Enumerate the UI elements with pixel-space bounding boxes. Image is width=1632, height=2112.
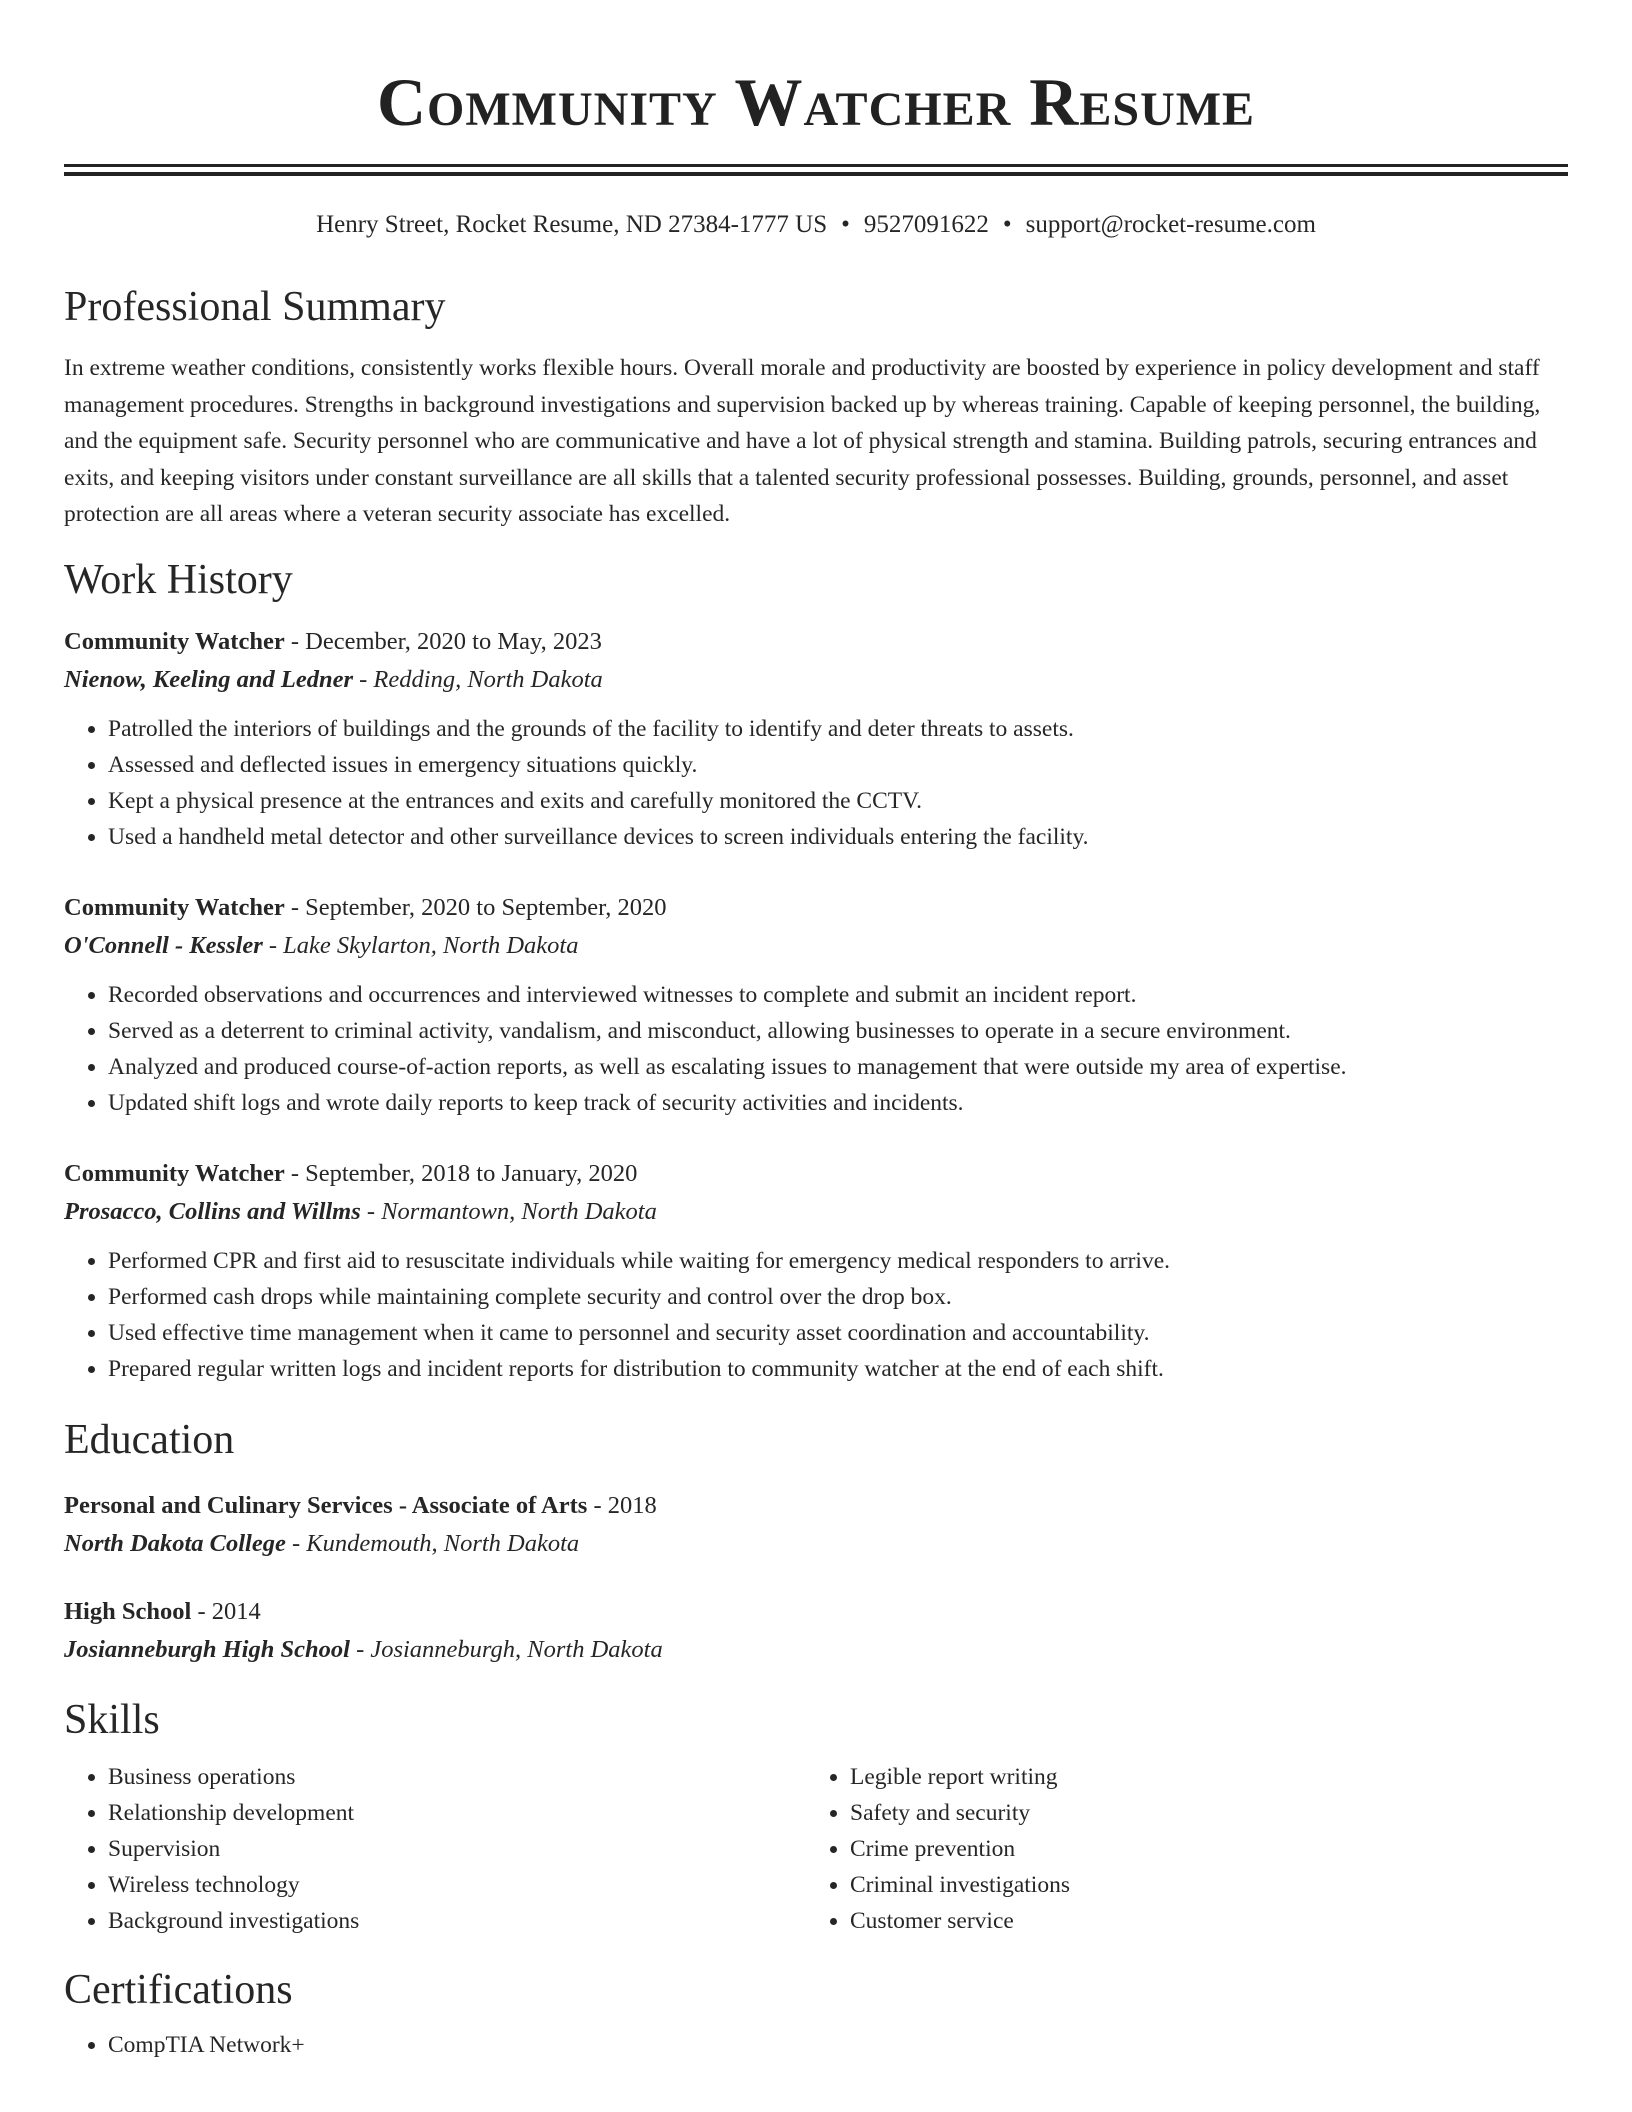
education-degree: High School [64, 1597, 192, 1625]
job-bullet: • Performed cash drops while maintaining complete security and control over the drop box. [108, 1279, 1568, 1315]
title-rule-thick [64, 172, 1568, 176]
education-entry [64, 1593, 1568, 1669]
skill-item: • Legible report writing [850, 1759, 1548, 1795]
contact-separator: • [1002, 211, 1012, 238]
work-history-heading: Work History [64, 556, 293, 603]
job-bullet: • Recorded observations and occurrences and interviewed witnesses to complete and submit an incident report. [108, 977, 1568, 1013]
skill-item: • Background investigations [108, 1903, 806, 1939]
job-entry [64, 889, 1568, 1121]
skills-heading: Skills [64, 1696, 160, 1743]
contact-phone: 9527091622 [863, 211, 989, 238]
education-section [64, 1415, 1568, 1669]
job-bullet: • Served as a deterrent to criminal activity, vandalism, and misconduct, allowing businesses to operate in a secure environment. [108, 1013, 1568, 1049]
job-company: Nienow, Keeling and Ledner [64, 665, 354, 693]
education-degree-line [64, 1487, 1568, 1525]
job-entry [64, 1155, 1568, 1387]
job-bullet: • Assessed and deflected issues in emergency situations quickly. [108, 747, 1568, 783]
job-bullet: • Performed CPR and first aid to resuscitate individuals while waiting for emergency medical responders to arrive. [108, 1243, 1568, 1279]
job-bullet: • Used effective time management when it came to personnel and security asset coordination and accountability. [108, 1315, 1568, 1351]
job-title-line [64, 623, 1568, 661]
skill-item: • Crime prevention [850, 1831, 1548, 1867]
certifications-heading: Certifications [64, 1966, 293, 2013]
education-heading: Education [64, 1416, 235, 1463]
education-degree-line [64, 1593, 1568, 1631]
job-bullet: • Used a handheld metal detector and other surveillance devices to screen individuals entering the facility. [108, 819, 1568, 855]
summary-text: In extreme weather conditions, consistently works flexible hours. Overall morale and productivity are boosted by experience in policy development and staff management procedures. Strengths in background investigations and supervision backed up by whereas training. Capable of keeping personnel, the building, and the equipment safe. Security personnel who are communicative and have a lot of physical strength and stamina. Building patrols, securing entrances and exits, and keeping visitors under constant surveillance are all skills that a talented security professional possesses. Building, grounds, personnel, and asset protection are all areas where a veteran security associate has excelled. [64, 355, 1541, 527]
education-school-line [64, 1525, 1568, 1563]
job-location: - Redding, North Dakota [353, 665, 603, 693]
job-title-line [64, 1155, 1568, 1193]
job-bullet: • Prepared regular written logs and incident reports for distribution to community watcher at the end of each shift. [108, 1351, 1568, 1387]
work-history-section [64, 555, 1568, 1387]
skill-item: • Relationship development [108, 1795, 806, 1831]
skills-list-left [64, 1759, 806, 1939]
job-bullet: • Updated shift logs and wrote daily reports to keep track of security activities and incidents. [108, 1085, 1568, 1121]
skill-item: • Customer service [850, 1903, 1548, 1939]
education-location: - Kundemouth, North Dakota [285, 1529, 580, 1557]
certification-item: • CompTIA Network+ [108, 2027, 1568, 2063]
skill-item: • Wireless technology [108, 1867, 806, 1903]
resume-title: Community Watcher Resume [376, 64, 1256, 140]
job-title: Community Watcher [64, 627, 285, 655]
skill-item: • Supervision [108, 1831, 806, 1867]
title-rule-thin [64, 164, 1568, 167]
job-bullets [64, 977, 1568, 1121]
job-bullet: • Kept a physical presence at the entrances and exits and carefully monitored the CCTV. [108, 783, 1568, 819]
education-location: - Josianneburgh, North Dakota [349, 1635, 663, 1663]
job-bullet: • Patrolled the interiors of buildings and the grounds of the facility to identify and deter threats to assets. [108, 711, 1568, 747]
job-dates: - December, 2020 to May, 2023 [284, 627, 602, 655]
education-year: - 2018 [587, 1491, 657, 1519]
job-company: Prosacco, Collins and Willms [64, 1197, 361, 1225]
contact-separator: • [841, 211, 850, 238]
skills-list-right [806, 1759, 1548, 1939]
education-year: - 2014 [191, 1597, 261, 1625]
certifications-section [64, 1965, 1568, 2063]
skills-columns [64, 1759, 1568, 1939]
education-entry [64, 1487, 1568, 1563]
contact-address: Henry Street, Rocket Resume, ND 27384-1777 US [316, 211, 828, 238]
contact-email: support@rocket-resume.com [1025, 211, 1316, 238]
education-degree: Personal and Culinary Services - Associate of Arts [64, 1491, 588, 1519]
job-dates: - September, 2020 to September, 2020 [284, 893, 667, 921]
job-entry [64, 623, 1568, 855]
skill-item: • Business operations [108, 1759, 806, 1795]
education-school-line [64, 1631, 1568, 1669]
job-title: Community Watcher [64, 1159, 285, 1187]
summary-heading: Professional Summary [64, 284, 446, 330]
skill-item: • Criminal investigations [850, 1867, 1548, 1903]
job-dates: - September, 2018 to January, 2020 [284, 1159, 638, 1187]
skill-item: • Safety and security [850, 1795, 1548, 1831]
certifications-list [64, 2027, 1568, 2063]
job-bullet: • Analyzed and produced course-of-action reports, as well as escalating issues to management that were outside my area of expertise. [108, 1049, 1568, 1085]
job-location: - Lake Skylarton, North Dakota [262, 931, 579, 959]
job-company-line [64, 661, 1568, 699]
education-school: North Dakota College [64, 1529, 286, 1557]
skills-section [64, 1695, 1568, 1939]
job-company-line [64, 927, 1568, 965]
summary-section [64, 282, 1568, 533]
contact-line [64, 210, 1568, 240]
job-bullets [64, 711, 1568, 855]
job-title: Community Watcher [64, 893, 285, 921]
job-bullets [64, 1243, 1568, 1387]
job-title-line [64, 889, 1568, 927]
education-school: Josianneburgh High School [64, 1635, 350, 1663]
job-company-line [64, 1193, 1568, 1231]
job-location: - Normantown, North Dakota [360, 1197, 657, 1225]
job-company: O'Connell - Kessler [64, 931, 263, 959]
